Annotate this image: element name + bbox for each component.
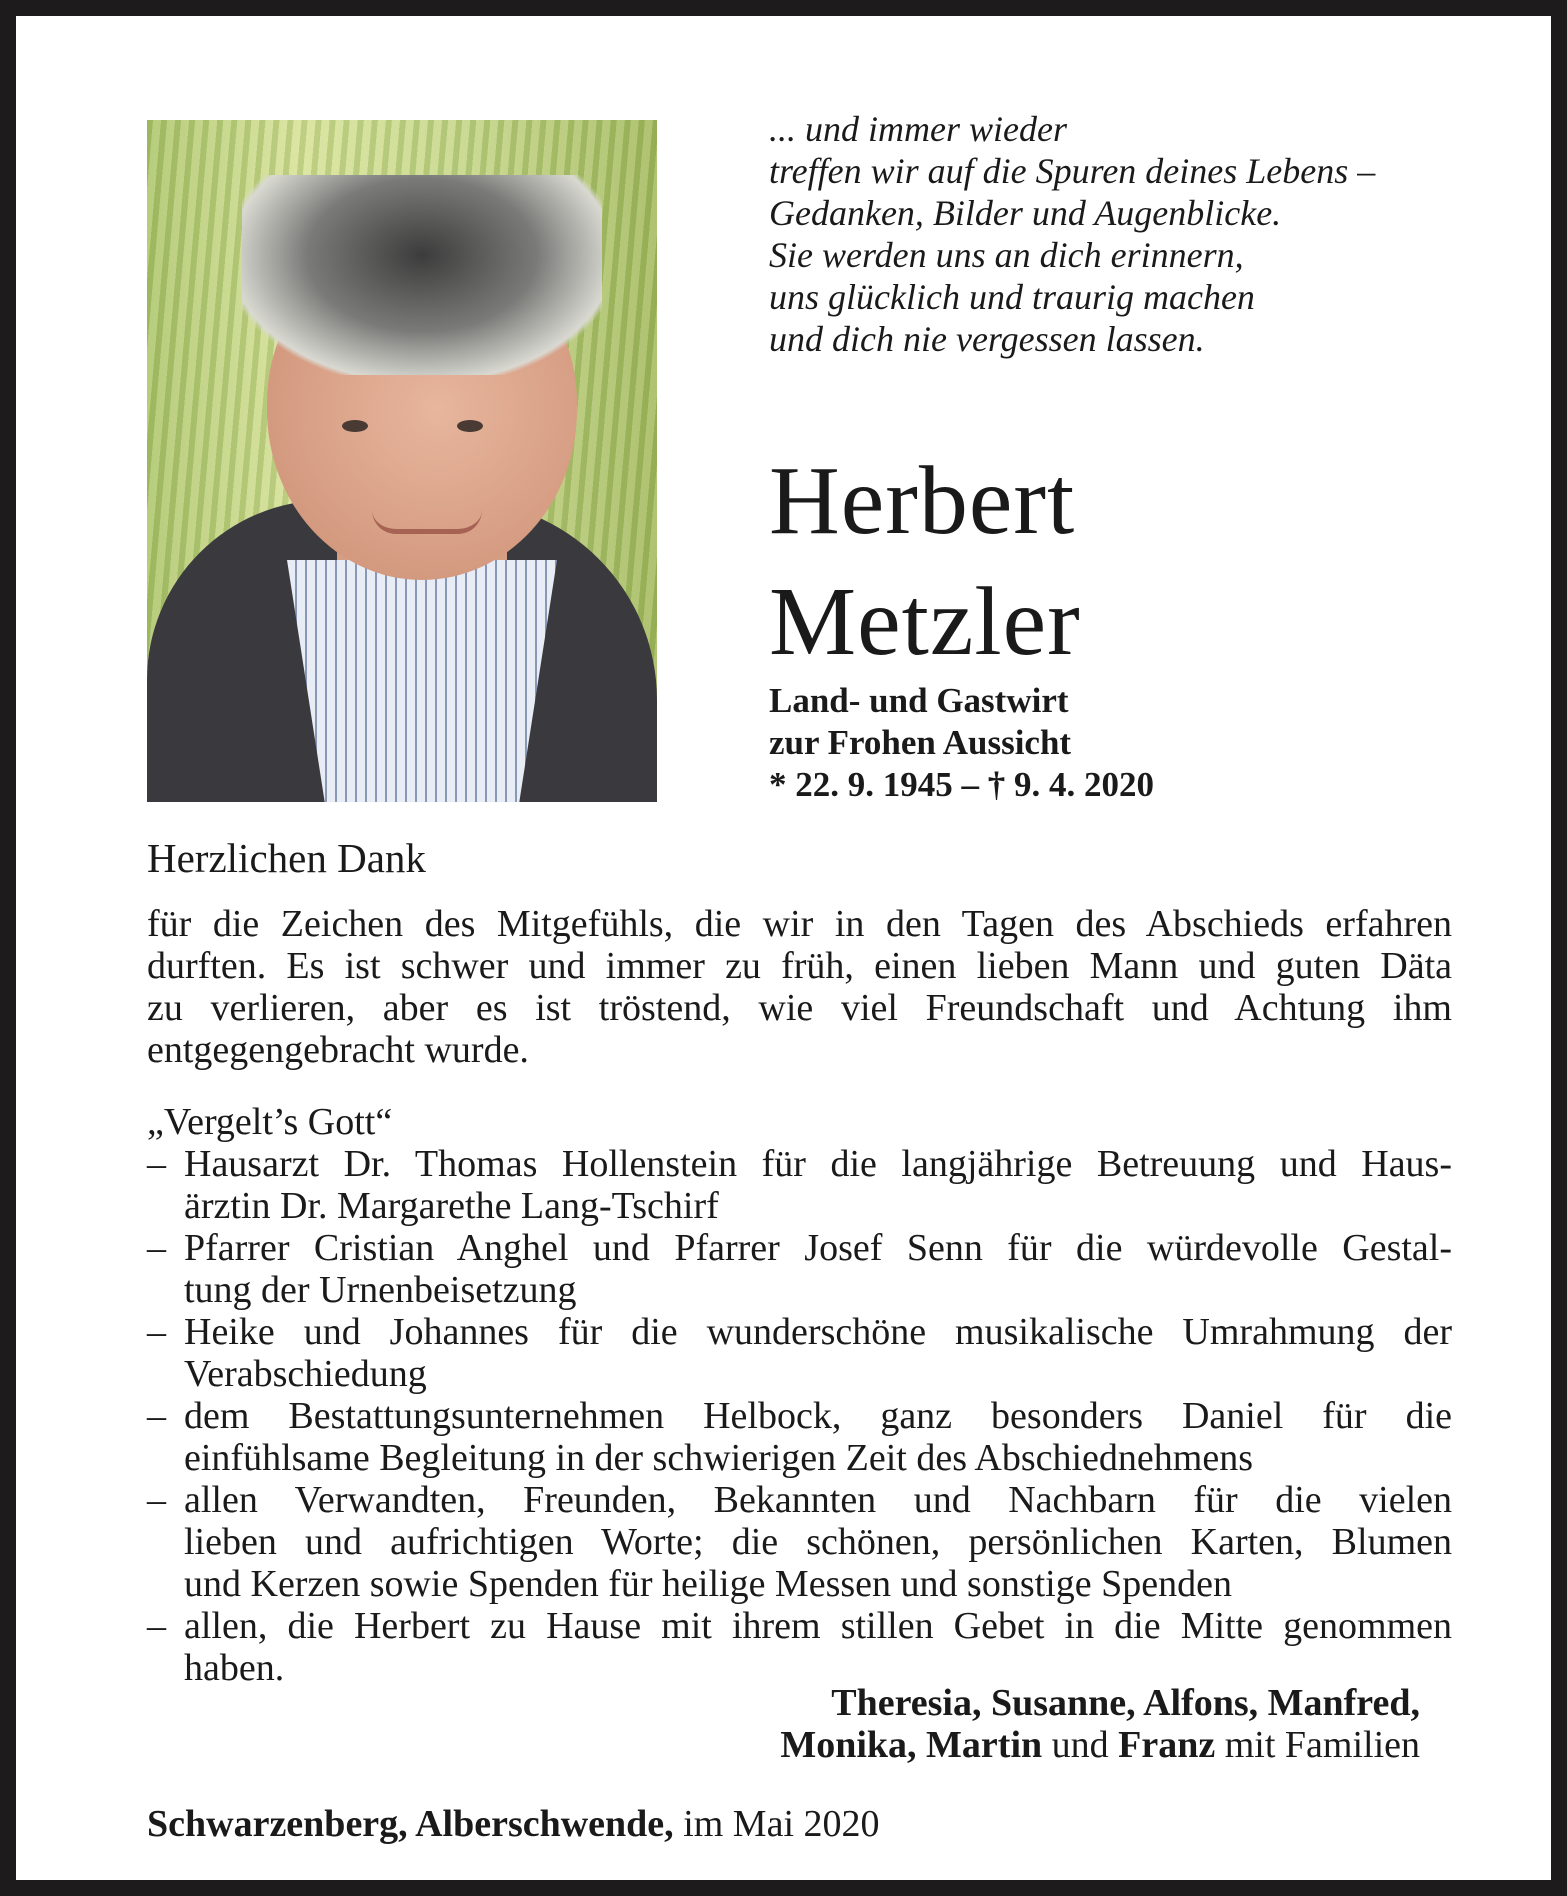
place-names: Schwarzenberg, Alberschwende, <box>147 1803 674 1845</box>
dash-bullet: – <box>147 1605 166 1647</box>
paragraph-line: zu verlieren, aber es ist tröstend, wie viel Freundschaft und Achtung ihm <box>147 987 1452 1029</box>
deceased-name <box>769 441 1081 683</box>
list-item-line: Pfarrer Cristian Anghel und Pfarrer Josef Senn für die würdevolle Gestal- <box>184 1227 1452 1269</box>
list-item-line: Hausarzt Dr. Thomas Hollenstein für die langjährige Betreuung und Haus- <box>184 1143 1452 1185</box>
list-item-line: und Kerzen sowie Spenden für heilige Messen und sonstige Spenden <box>184 1563 1232 1605</box>
list-item <box>147 1605 1452 1689</box>
subtitle-line: Land- und Gastwirt <box>769 681 1069 720</box>
dash-bullet: – <box>147 1395 166 1437</box>
dash-bullet: – <box>147 1311 166 1353</box>
dash-bullet: – <box>147 1227 166 1269</box>
list-item-line: Heike und Johannes für die wunderschöne musikalische Umrahmung der <box>184 1311 1452 1353</box>
date-text: im Mai 2020 <box>673 1803 880 1845</box>
list-item-line: allen Verwandten, Freunden, Bekannten und Nachbarn für die vielen <box>184 1479 1452 1521</box>
first-name: Herbert <box>769 447 1076 555</box>
list-item <box>147 1395 1452 1479</box>
thanks-paragraph <box>147 903 1452 1071</box>
thanks-heading: Herzlichen Dank <box>147 835 426 881</box>
place-date <box>147 1802 880 1846</box>
dash-bullet: – <box>147 1143 166 1185</box>
signature-line1: Theresia, Susanne, Alfons, Manfred, <box>831 1682 1420 1724</box>
dash-bullet: – <box>147 1479 166 1521</box>
portrait-photo <box>147 120 657 802</box>
quote-line: und dich nie vergessen lassen. <box>769 319 1205 359</box>
subtitle-line: zur Frohen Aussicht <box>769 723 1072 762</box>
signature-und: und <box>1042 1724 1119 1766</box>
signature-names-b: Franz <box>1118 1724 1216 1766</box>
quote-line: Gedanken, Bilder und Augenblicke. <box>769 193 1282 233</box>
memorial-quote <box>769 108 1375 360</box>
list-item-line: haben. <box>184 1647 285 1689</box>
signature-suffix: mit Familien <box>1215 1724 1420 1766</box>
subtitle-line: * 22. 9. 1945 – † 9. 4. 2020 <box>769 765 1154 804</box>
list-item-line: ärztin Dr. Margarethe Lang-Tschirf <box>184 1185 719 1227</box>
subtitle <box>769 680 1154 806</box>
vergelts-gott-heading: „Vergelt’s Gott“ <box>147 1101 393 1143</box>
quote-line: treffen wir auf die Spuren deines Lebens – <box>769 151 1376 191</box>
last-name: Metzler <box>769 568 1081 676</box>
list-item-line: lieben und aufrichtigen Worte; die schönen, persönlichen Karten, Blumen <box>184 1521 1452 1563</box>
list-item-line: tung der Urnenbeisetzung <box>184 1269 577 1311</box>
list-item-line: einfühlsame Begleitung in der schwierigen Zeit des Abschiednehmens <box>184 1437 1253 1479</box>
quote-line: ... und immer wieder <box>769 109 1067 149</box>
signature-names-a: Monika, Martin <box>780 1724 1043 1766</box>
list-item <box>147 1143 1452 1227</box>
paragraph-line: durften. Es ist schwer und immer zu früh, einen lieben Mann und guten Däta <box>147 945 1452 987</box>
list-item-line: allen, die Herbert zu Hause mit ihrem stillen Gebet in die Mitte genommen <box>184 1605 1452 1647</box>
paragraph-line: entgegengebracht wurde. <box>147 1029 529 1071</box>
obituary-page <box>16 16 1551 1880</box>
paragraph-line: für die Zeichen des Mitgefühls, die wir in den Tagen des Abschieds erfahren <box>147 903 1452 945</box>
list-item <box>147 1479 1452 1605</box>
quote-line: Sie werden uns an dich erinnern, <box>769 235 1244 275</box>
list-item-line: dem Bestattungsunternehmen Helbock, ganz besonders Daniel für die <box>184 1395 1452 1437</box>
quote-line: uns glücklich und traurig machen <box>769 277 1255 317</box>
list-item-line: Verabschiedung <box>184 1353 427 1395</box>
thanks-list <box>147 1143 1452 1689</box>
list-item <box>147 1227 1452 1311</box>
signature <box>620 1682 1420 1766</box>
list-item <box>147 1311 1452 1395</box>
